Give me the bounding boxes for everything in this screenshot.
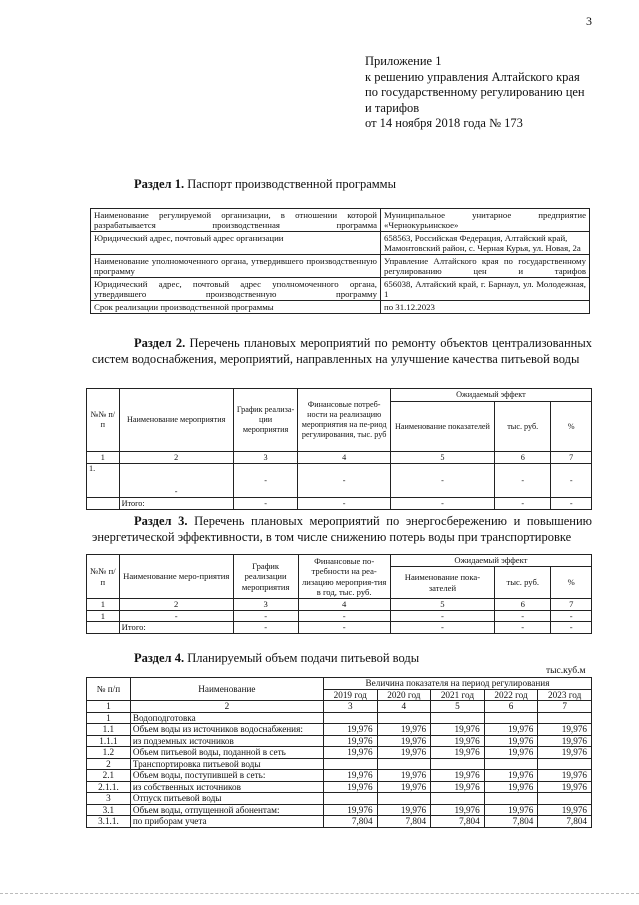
table-row bbox=[87, 464, 592, 498]
table-cell: Юридический адрес, почтовый адрес уполномоченного органа, утвердившего производственную программу bbox=[91, 278, 381, 301]
table-cell: - bbox=[390, 622, 494, 634]
table-cell: - bbox=[233, 464, 298, 498]
value-cell: 19,976 bbox=[323, 735, 377, 747]
table-cell: Итого: bbox=[119, 498, 233, 510]
table-cell: по 31.12.2023 bbox=[381, 301, 590, 314]
section3-heading bbox=[92, 514, 592, 545]
page-number: 3 bbox=[586, 14, 592, 28]
table-cell: 6 bbox=[484, 701, 538, 713]
value-cell bbox=[377, 758, 431, 770]
table-cell: - bbox=[298, 622, 390, 634]
table-cell bbox=[87, 498, 120, 510]
column-header: № п/п bbox=[87, 678, 131, 701]
column-number-row bbox=[87, 599, 592, 611]
column-header: Ожидаемый эффект bbox=[390, 389, 591, 402]
column-header: Финансовые потреб-ности на реализацию мероприятия на пе-риод регулирования, тыс. руб bbox=[298, 389, 390, 452]
value-cell: 19,976 bbox=[538, 804, 592, 816]
value-cell bbox=[323, 712, 377, 724]
column-header: 2019 год bbox=[323, 689, 377, 701]
water-volume-table bbox=[86, 677, 592, 828]
value-cell bbox=[377, 712, 431, 724]
row-number: 1.1 bbox=[87, 724, 131, 736]
value-cell: 19,976 bbox=[538, 724, 592, 736]
value-cell: 7,804 bbox=[323, 816, 377, 828]
table-row bbox=[91, 301, 590, 314]
column-header: 2022 год bbox=[484, 689, 538, 701]
column-header: Наименование показателей bbox=[390, 402, 494, 452]
row-number: 2.1 bbox=[87, 770, 131, 782]
column-header: График реализации мероприятия bbox=[233, 555, 298, 599]
column-header: тыс. руб. bbox=[495, 402, 551, 452]
section3-number: Раздел 3. bbox=[134, 514, 188, 528]
value-cell: 19,976 bbox=[323, 747, 377, 759]
column-header: 2021 год bbox=[431, 689, 485, 701]
table-row bbox=[87, 712, 592, 724]
table-cell: 3 bbox=[323, 701, 377, 713]
section2-heading bbox=[92, 336, 592, 367]
value-cell: 19,976 bbox=[323, 770, 377, 782]
column-header: График реализа-ции мероприятия bbox=[233, 389, 298, 452]
table-row bbox=[87, 735, 592, 747]
table-cell: Срок реализации производственной программы bbox=[91, 301, 381, 314]
value-cell: 19,976 bbox=[431, 724, 485, 736]
table-row bbox=[87, 804, 592, 816]
value-cell: 19,976 bbox=[484, 735, 538, 747]
value-cell bbox=[431, 712, 485, 724]
table-cell: 6 bbox=[495, 599, 551, 611]
table-cell: - bbox=[233, 498, 298, 510]
row-name: Объем воды из источников водоснабжения: bbox=[130, 724, 323, 736]
value-cell bbox=[538, 793, 592, 805]
table-row bbox=[87, 724, 592, 736]
value-cell bbox=[431, 793, 485, 805]
table-cell: - bbox=[233, 622, 298, 634]
appendix-line: по государственному регулированию цен bbox=[365, 85, 585, 99]
value-cell: 19,976 bbox=[377, 781, 431, 793]
value-cell: 19,976 bbox=[538, 781, 592, 793]
value-cell: 19,976 bbox=[484, 724, 538, 736]
value-cell: 7,804 bbox=[377, 816, 431, 828]
table-cell: - bbox=[298, 610, 390, 622]
column-header: % bbox=[551, 567, 592, 599]
value-cell bbox=[484, 712, 538, 724]
row-name: Отпуск питьевой воды bbox=[130, 793, 323, 805]
energy-measures-table bbox=[86, 554, 592, 634]
table-cell: - bbox=[551, 610, 592, 622]
table-cell: Муниципальное унитарное предприятие «Чернокурьинское» bbox=[381, 209, 590, 232]
table-cell: 5 bbox=[431, 701, 485, 713]
table-cell: - bbox=[298, 498, 390, 510]
column-header: Наименование bbox=[130, 678, 323, 701]
value-cell: 19,976 bbox=[538, 735, 592, 747]
table-cell: Наименование уполномоченного органа, утвердившего производственную программу bbox=[91, 255, 381, 278]
value-cell: 19,976 bbox=[323, 804, 377, 816]
value-cell: 19,976 bbox=[431, 804, 485, 816]
section1-number: Раздел 1. bbox=[134, 177, 185, 191]
table-cell: 6 bbox=[495, 452, 551, 464]
appendix-header bbox=[365, 54, 615, 132]
table-row bbox=[91, 209, 590, 232]
value-cell bbox=[377, 793, 431, 805]
table-cell: Управление Алтайского края по государственному регулированию цен и тарифов bbox=[381, 255, 590, 278]
table-cell: - bbox=[298, 464, 390, 498]
section4-heading bbox=[134, 651, 419, 667]
value-cell: 19,976 bbox=[377, 724, 431, 736]
table-cell: 2 bbox=[119, 452, 233, 464]
section2-number: Раздел 2. bbox=[134, 336, 186, 350]
table-header-row bbox=[87, 389, 592, 402]
column-header: №№ п/п bbox=[87, 555, 120, 599]
column-header: % bbox=[551, 402, 592, 452]
column-header: Ожидаемый эффект bbox=[390, 555, 591, 567]
value-cell: 7,804 bbox=[431, 816, 485, 828]
value-cell: 19,976 bbox=[323, 781, 377, 793]
column-header: тыс. руб. bbox=[495, 567, 551, 599]
table-cell: 4 bbox=[377, 701, 431, 713]
table-cell: 4 bbox=[298, 599, 390, 611]
row-name: из подземных источников bbox=[130, 735, 323, 747]
value-cell bbox=[431, 758, 485, 770]
row-name: Водоподготовка bbox=[130, 712, 323, 724]
table-cell: 7 bbox=[551, 599, 592, 611]
value-cell: 19,976 bbox=[377, 735, 431, 747]
value-cell: 19,976 bbox=[431, 747, 485, 759]
table-cell: 1 bbox=[87, 452, 120, 464]
table-row bbox=[91, 232, 590, 255]
table-cell: 2 bbox=[130, 701, 323, 713]
column-header: Величина показателя на период регулирования bbox=[323, 678, 591, 690]
value-cell: 19,976 bbox=[323, 724, 377, 736]
volume-rows bbox=[87, 712, 592, 827]
table-cell: - bbox=[495, 610, 551, 622]
column-header: 2023 год bbox=[538, 689, 592, 701]
value-cell: 19,976 bbox=[484, 747, 538, 759]
value-cell: 19,976 bbox=[377, 770, 431, 782]
table-cell: 1 bbox=[87, 610, 120, 622]
row-name: из собственных источников bbox=[130, 781, 323, 793]
table-cell: - bbox=[551, 622, 592, 634]
appendix-line: к решению управления Алтайского края bbox=[365, 69, 580, 84]
row-number: 2 bbox=[87, 758, 131, 770]
table-cell: Наименование регулируемой организации, в отношении которой разрабатывается производственная программа bbox=[91, 209, 381, 232]
table-total-row bbox=[87, 622, 592, 634]
table-row bbox=[87, 793, 592, 805]
table-cell: - bbox=[390, 610, 494, 622]
section4-number: Раздел 4. bbox=[134, 651, 185, 665]
value-cell bbox=[538, 712, 592, 724]
row-name: Транспортировка питьевой воды bbox=[130, 758, 323, 770]
row-number: 3 bbox=[87, 793, 131, 805]
table-cell: - bbox=[233, 610, 298, 622]
appendix-line: и тарифов bbox=[365, 100, 420, 115]
value-cell: 19,976 bbox=[484, 770, 538, 782]
table-cell: - bbox=[551, 464, 592, 498]
table-cell: - bbox=[495, 622, 551, 634]
table-cell: 7 bbox=[551, 452, 592, 464]
row-name: Объем питьевой воды, поданной в сеть bbox=[130, 747, 323, 759]
row-number: 1.2 bbox=[87, 747, 131, 759]
value-cell: 7,804 bbox=[538, 816, 592, 828]
table-cell bbox=[87, 622, 120, 634]
table-cell: 656038, Алтайский край, г. Барнаул, ул. Молодежная, 1 bbox=[381, 278, 590, 301]
table-row bbox=[87, 770, 592, 782]
table-cell: 4 bbox=[298, 452, 390, 464]
column-header: Наименование пока-зателей bbox=[390, 567, 494, 599]
table-cell: 658563, Российская Федерация, Алтайский край, Мамонтовский район, с. Черная Курья, ул. Новая, 2а bbox=[381, 232, 590, 255]
passport-table bbox=[90, 208, 590, 314]
table-cell: - bbox=[119, 610, 233, 622]
row-number: 3.1 bbox=[87, 804, 131, 816]
column-number-row bbox=[87, 701, 592, 713]
row-name: Объем воды, отпущенной абонентам: bbox=[130, 804, 323, 816]
value-cell bbox=[538, 758, 592, 770]
value-cell: 19,976 bbox=[431, 735, 485, 747]
table-cell: - bbox=[390, 464, 494, 498]
column-header: Наименование меро-приятия bbox=[119, 555, 233, 599]
table-cell: Итого: bbox=[119, 622, 233, 634]
table-cell: - bbox=[551, 498, 592, 510]
column-header: Наименование мероприятия bbox=[119, 389, 233, 452]
column-header: Финансовые по-требности на реа-лизацию мероприя-тия в год, тыс. руб. bbox=[298, 555, 390, 599]
table-cell: 3 bbox=[233, 599, 298, 611]
column-header: №№ п/п bbox=[87, 389, 120, 452]
section1-title: Паспорт производственной программы bbox=[187, 177, 396, 191]
section1-heading bbox=[134, 177, 396, 193]
table-cell: 1. bbox=[87, 464, 120, 498]
table-cell: 2 bbox=[119, 599, 233, 611]
row-number: 1.1.1 bbox=[87, 735, 131, 747]
value-cell: 19,976 bbox=[377, 804, 431, 816]
table-row bbox=[87, 758, 592, 770]
value-cell bbox=[484, 793, 538, 805]
table-cell: Юридический адрес, почтовый адрес организации bbox=[91, 232, 381, 255]
value-cell: 19,976 bbox=[484, 804, 538, 816]
repair-measures-table bbox=[86, 388, 592, 510]
table-row bbox=[87, 816, 592, 828]
table-row bbox=[87, 610, 592, 622]
table-cell: - bbox=[119, 464, 233, 498]
table-row bbox=[91, 255, 590, 278]
table-cell: - bbox=[495, 464, 551, 498]
value-cell: 19,976 bbox=[538, 747, 592, 759]
column-number-row bbox=[87, 452, 592, 464]
table-row bbox=[87, 781, 592, 793]
value-cell: 19,976 bbox=[377, 747, 431, 759]
table-cell: - bbox=[390, 498, 494, 510]
section4-title: Планируемый объем подачи питьевой воды bbox=[187, 651, 420, 665]
table-row bbox=[91, 278, 590, 301]
value-cell bbox=[323, 758, 377, 770]
row-number: 3.1.1. bbox=[87, 816, 131, 828]
table-cell: 7 bbox=[538, 701, 592, 713]
value-cell: 7,804 bbox=[484, 816, 538, 828]
value-cell bbox=[323, 793, 377, 805]
table-cell: 5 bbox=[390, 452, 494, 464]
value-cell bbox=[484, 758, 538, 770]
appendix-line: Приложение 1 bbox=[365, 54, 442, 68]
row-number: 2.1.1. bbox=[87, 781, 131, 793]
page-bottom-divider bbox=[0, 893, 639, 894]
table-cell: 5 bbox=[390, 599, 494, 611]
row-name: Объем воды, поступившей в сеть: bbox=[130, 770, 323, 782]
table-row bbox=[87, 747, 592, 759]
appendix-line: от 14 ноября 2018 года № 173 bbox=[365, 116, 523, 130]
section3-title: Перечень плановых мероприятий по энергосбережению и повышению энергетической эффективности, в том числе снижению потерь воды при транспортировке bbox=[92, 514, 593, 544]
value-cell: 19,976 bbox=[431, 770, 485, 782]
table-cell: 1 bbox=[87, 701, 131, 713]
value-cell: 19,976 bbox=[431, 781, 485, 793]
column-header: 2020 год bbox=[377, 689, 431, 701]
table-total-row bbox=[87, 498, 592, 510]
section2-title: Перечень плановых мероприятий по ремонту объектов централизованных систем водоснабжения, мероприятий, направленных на улучшение качества питьевой воды bbox=[92, 336, 592, 366]
value-cell: 19,976 bbox=[484, 781, 538, 793]
table-cell: 3 bbox=[233, 452, 298, 464]
table-cell: - bbox=[495, 498, 551, 510]
row-number: 1 bbox=[87, 712, 131, 724]
row-name: по приборам учета bbox=[130, 816, 323, 828]
table-header-row bbox=[87, 555, 592, 567]
table-header-row bbox=[87, 678, 592, 690]
value-cell: 19,976 bbox=[538, 770, 592, 782]
unit-label: тыс.куб.м bbox=[546, 666, 586, 676]
table-cell: 1 bbox=[87, 599, 120, 611]
